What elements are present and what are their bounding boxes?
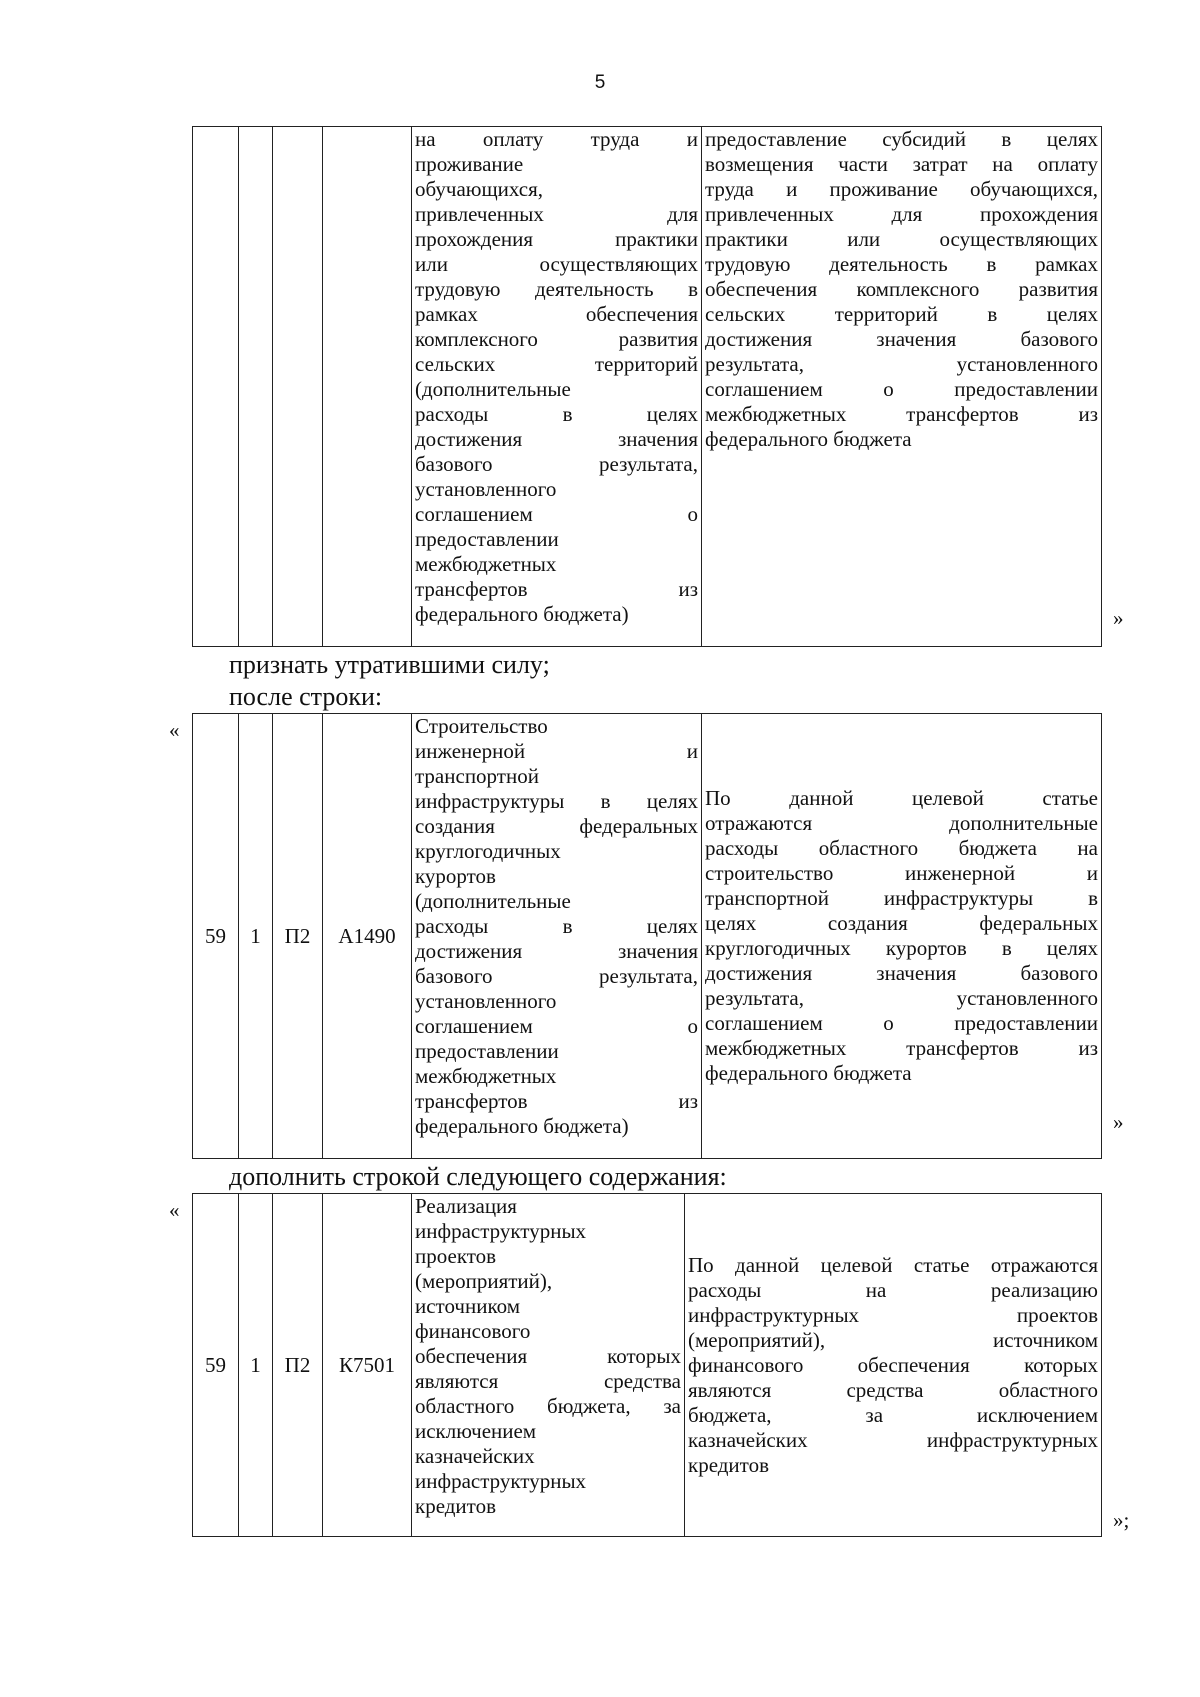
cell-code-4: А1490 [323, 714, 412, 1159]
text-line: финансового обеспечения которых [688, 1352, 1098, 1377]
text-line: круглогодичных курортов в целях [705, 936, 1098, 960]
text-line: областного бюджета, за [415, 1394, 681, 1418]
text-line: инфраструктурных [415, 1469, 587, 1493]
cell-code-3: П2 [273, 1194, 323, 1537]
text-line: обеспечения комплексного развития [705, 277, 1098, 301]
text-line: базового результата, [415, 964, 698, 988]
text-line: казначейских инфраструктурных [688, 1427, 1098, 1452]
text-line: установленного [415, 989, 557, 1013]
text-line: федерального бюджета [705, 1061, 912, 1085]
table-row [193, 1194, 1102, 1537]
text-line: обучающихся, [415, 177, 543, 201]
text-line: расходы в целях [415, 402, 698, 426]
text-line: базового результата, [415, 452, 698, 476]
cell-name [412, 714, 702, 1159]
text-line: инженерной и [415, 739, 698, 763]
close-quote: » [1113, 1110, 1124, 1134]
text-line: привлеченных для прохождения [705, 202, 1098, 226]
text-line: кредитов [688, 1452, 769, 1477]
text-line: межбюджетных [415, 1064, 557, 1088]
text-line: являются средства [415, 1369, 681, 1393]
cell-name-lines [415, 714, 698, 1139]
text-line: соглашением о [415, 1014, 698, 1038]
text-line: привлеченных для [415, 202, 698, 226]
text-line: результата, установленного [705, 352, 1098, 376]
text-line: По данной целевой статье [705, 786, 1098, 810]
table-row [193, 127, 1102, 647]
cell-name-lines [415, 1194, 681, 1519]
text-line: предоставлении [415, 1039, 559, 1063]
text-line: транспортной инфраструктуры в [705, 886, 1098, 910]
text-line: предоставлении [415, 527, 559, 551]
text-line: Строительство [415, 714, 548, 738]
table-new-row [192, 1193, 1102, 1537]
text-line: кредитов [415, 1494, 496, 1518]
text-line: проживание [415, 152, 524, 176]
text-line: создания федеральных [415, 814, 698, 838]
cell-description [685, 1194, 1102, 1537]
instruction-after-row: после строки: [229, 682, 383, 711]
text-line: предоставление субсидий в целях [705, 127, 1098, 151]
cell-code-4: К7501 [323, 1194, 412, 1537]
text-line: федерального бюджета) [415, 602, 629, 626]
text-line: инфраструктурных проектов [688, 1302, 1098, 1327]
open-quote: « [169, 1198, 180, 1222]
text-line: межбюджетных трансфертов из [705, 1036, 1098, 1060]
cell-code-3: П2 [273, 714, 323, 1159]
text-line: расходы в целях [415, 914, 698, 938]
instruction-add-row: дополнить строкой следующего содержания: [229, 1162, 727, 1191]
cell-description-lines [705, 127, 1098, 452]
cell-code-4 [323, 127, 412, 647]
text-line: на оплату труда и [415, 127, 698, 151]
text-line: практики или осуществляющих [705, 227, 1098, 251]
text-line: являются средства областного [688, 1377, 1098, 1402]
text-line: строительство инженерной и [705, 861, 1098, 885]
text-line: транспортной [415, 764, 539, 788]
text-line: исключением [415, 1419, 537, 1443]
text-line: труда и проживание обучающихся, [705, 177, 1098, 201]
text-line: круглогодичных [415, 839, 561, 863]
close-quote: » [1113, 606, 1124, 630]
cell-code-2: 1 [239, 1194, 273, 1537]
text-line: возмещения части затрат на оплату [705, 152, 1098, 176]
text-line: трудовую деятельность в [415, 277, 698, 301]
table-row [193, 714, 1102, 1159]
text-line: трансфертов из [415, 577, 698, 601]
text-line: расходы областного бюджета на [705, 836, 1098, 860]
text-line: казначейских [415, 1444, 535, 1468]
cell-code-1: 59 [193, 714, 239, 1159]
text-line: или осуществляющих [415, 252, 698, 276]
table-existing-row [192, 713, 1102, 1159]
text-line: достижения значения базового [705, 961, 1098, 985]
text-line: рамках обеспечения [415, 302, 698, 326]
table-continuation [192, 126, 1102, 647]
text-line: федерального бюджета [705, 427, 912, 451]
text-line: достижения значения базового [705, 327, 1098, 351]
instruction-repeal: признать утратившими силу; [229, 650, 550, 679]
text-line: финансового [415, 1319, 531, 1343]
text-line: (мероприятий), [415, 1269, 553, 1293]
cell-code-2: 1 [239, 714, 273, 1159]
text-line: соглашением о предоставлении [705, 377, 1098, 401]
text-line: сельских территорий в целях [705, 302, 1098, 326]
cell-code-2 [239, 127, 273, 647]
text-line: источником [415, 1294, 520, 1318]
text-line: Реализация [415, 1194, 517, 1218]
close-quote: »; [1113, 1508, 1130, 1532]
open-quote: « [169, 718, 180, 742]
text-line: федерального бюджета) [415, 1114, 629, 1138]
text-line: сельских территорий [415, 352, 698, 376]
cell-code-3 [273, 127, 323, 647]
text-line: соглашением о предоставлении [705, 1011, 1098, 1035]
cell-code-1: 59 [193, 1194, 239, 1537]
text-line: прохождения практики [415, 227, 698, 251]
text-line: инфраструктурных [415, 1219, 587, 1243]
text-line: целях создания федеральных [705, 911, 1098, 935]
page-number: 5 [594, 72, 606, 93]
text-line: инфраструктуры в целях [415, 789, 698, 813]
cell-name-lines [415, 127, 698, 627]
text-line: установленного [415, 477, 557, 501]
text-line: обеспечения которых [415, 1344, 681, 1368]
text-line: (мероприятий), источником [688, 1327, 1098, 1352]
text-line: межбюджетных трансфертов из [705, 402, 1098, 426]
text-line: комплексного развития [415, 327, 698, 351]
cell-name [412, 127, 702, 647]
cell-description [702, 127, 1102, 647]
text-line: межбюджетных [415, 552, 557, 576]
text-line: результата, установленного [705, 986, 1098, 1010]
text-line: бюджета, за исключением [688, 1402, 1098, 1427]
text-line: отражаются дополнительные [705, 811, 1098, 835]
text-line: соглашением о [415, 502, 698, 526]
text-line: расходы на реализацию [688, 1277, 1098, 1302]
text-line: курортов [415, 864, 496, 888]
text-line: По данной целевой статье отражаются [688, 1252, 1098, 1277]
cell-code-1 [193, 127, 239, 647]
cell-description-lines [705, 786, 1098, 1086]
text-line: проектов [415, 1244, 497, 1268]
text-line: (дополнительные [415, 377, 571, 401]
text-line: трансфертов из [415, 1089, 698, 1113]
text-line: достижения значения [415, 427, 698, 451]
text-line: трудовую деятельность в рамках [705, 252, 1098, 276]
cell-description [702, 714, 1102, 1159]
cell-name [412, 1194, 685, 1537]
text-line: достижения значения [415, 939, 698, 963]
cell-description-lines [688, 1253, 1098, 1478]
text-line: (дополнительные [415, 889, 571, 913]
